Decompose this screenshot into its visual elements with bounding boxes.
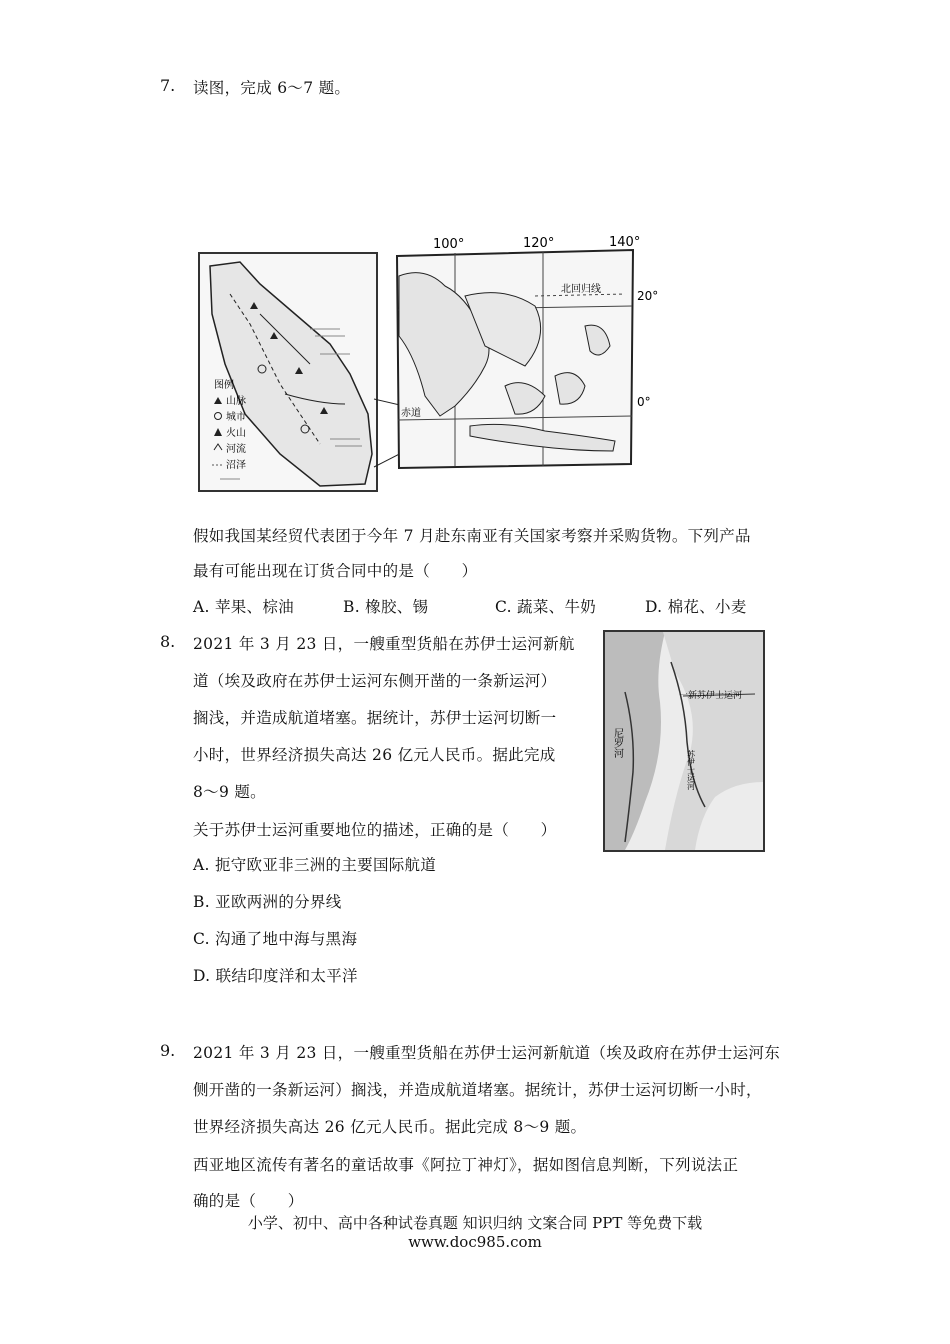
question-9-text-5: 确的是（ ） bbox=[193, 1192, 304, 1210]
question-8-text-1: 2021 年 3 月 23 日，一艘重型货船在苏伊士运河新航 bbox=[193, 635, 575, 653]
question-7-text-1: 假如我国某经贸代表团于今年 7 月赴东南亚有关国家考察并采购货物。下列产品 bbox=[193, 527, 751, 545]
question-9-text-4: 西亚地区流传有著名的童话故事《阿拉丁神灯》，据如图信息判断，下列说法正 bbox=[193, 1156, 739, 1174]
lon-label-100: 100° bbox=[433, 237, 465, 252]
question-8-option-c: C. 沟通了地中海与黑海 bbox=[193, 930, 358, 948]
suez-canal-label: 苏伊士运河 bbox=[686, 750, 696, 790]
nile-river-label: 尼罗河 bbox=[611, 728, 623, 758]
footer-url[interactable]: www.doc985.com bbox=[408, 1233, 542, 1251]
southeast-asia-drawing bbox=[385, 235, 659, 476]
river-icon bbox=[214, 444, 222, 450]
tropic-label: 北回归线 bbox=[561, 284, 601, 295]
suez-canal-drawing bbox=[605, 632, 763, 850]
question-7-option-d: D. 棉花、小麦 bbox=[645, 598, 747, 616]
legend-volcano: 火山 bbox=[226, 428, 246, 439]
question-9-text-3: 世界经济损失高达 26 亿元人民币。据此完成 8～9 题。 bbox=[193, 1118, 587, 1136]
southeast-asia-map bbox=[385, 235, 659, 476]
legend-title: 图例 bbox=[214, 380, 234, 391]
question-7-text-2: 最有可能出现在订货合同中的是（ ） bbox=[193, 562, 478, 580]
question-7-intro: 读图，完成 6～7 题。 bbox=[193, 79, 351, 97]
question-9-text-2: 侧开凿的一条新运河）搁浅，并造成航道堵塞。据统计，苏伊士运河切断一小时， bbox=[193, 1081, 762, 1099]
question-8-text-2: 道（埃及政府在苏伊士运河东侧开凿的一条新运河） bbox=[193, 672, 557, 690]
question-8-option-a: A. 扼守欧亚非三洲的主要国际航道 bbox=[193, 856, 437, 874]
legend-river: 河流 bbox=[226, 444, 246, 455]
question-8-text-4: 小时，世界经济损失高达 26 亿元人民币。据此完成 bbox=[193, 746, 556, 764]
question-8-text-3: 搁浅，并造成航道堵塞。据统计，苏伊士运河切断一 bbox=[193, 709, 557, 727]
new-suez-canal-label: 一新苏伊士运河 bbox=[679, 691, 743, 701]
question-9-number: 9. bbox=[160, 1041, 176, 1060]
suez-canal-map bbox=[603, 630, 765, 852]
question-7-number: 7. bbox=[160, 76, 176, 95]
legend-mountain: 山脉 bbox=[226, 396, 246, 407]
legend-swamp: 沼泽 bbox=[226, 460, 246, 471]
question-8-question: 关于苏伊士运河重要地位的描述，正确的是（ ） bbox=[193, 821, 557, 839]
volcano-icon bbox=[214, 428, 222, 436]
lon-label-140: 140° bbox=[609, 235, 641, 250]
question-7-option-a: A. 苹果、棕油 bbox=[193, 598, 294, 616]
lat-label-20: 20° bbox=[637, 289, 659, 303]
question-8-text-5: 8～9 题。 bbox=[193, 783, 266, 801]
mountain-icon bbox=[214, 397, 222, 404]
equator-label: 赤道 bbox=[401, 408, 421, 419]
footer-promo: 小学、初中、高中各种试卷真题 知识归纳 文案合同 PPT 等免费下载 bbox=[247, 1214, 703, 1232]
lat-label-0: 0° bbox=[637, 395, 651, 409]
question-8-option-b: B. 亚欧两洲的分界线 bbox=[193, 893, 342, 911]
sumatra-map bbox=[198, 252, 378, 492]
legend-city: 城市 bbox=[226, 412, 246, 423]
sumatra-map-drawing bbox=[200, 254, 376, 490]
city-icon bbox=[215, 413, 222, 420]
question-9-text-1: 2021 年 3 月 23 日，一艘重型货船在苏伊士运河新航道（埃及政府在苏伊士运河东 bbox=[193, 1044, 781, 1062]
question-8-option-d: D. 联结印度洋和太平洋 bbox=[193, 967, 358, 985]
question-7-option-b: B. 橡胶、锡 bbox=[343, 598, 429, 616]
lon-label-120: 120° bbox=[523, 236, 555, 251]
question-7-option-c: C. 蔬菜、牛奶 bbox=[495, 598, 597, 616]
question-8-number: 8. bbox=[160, 632, 176, 651]
